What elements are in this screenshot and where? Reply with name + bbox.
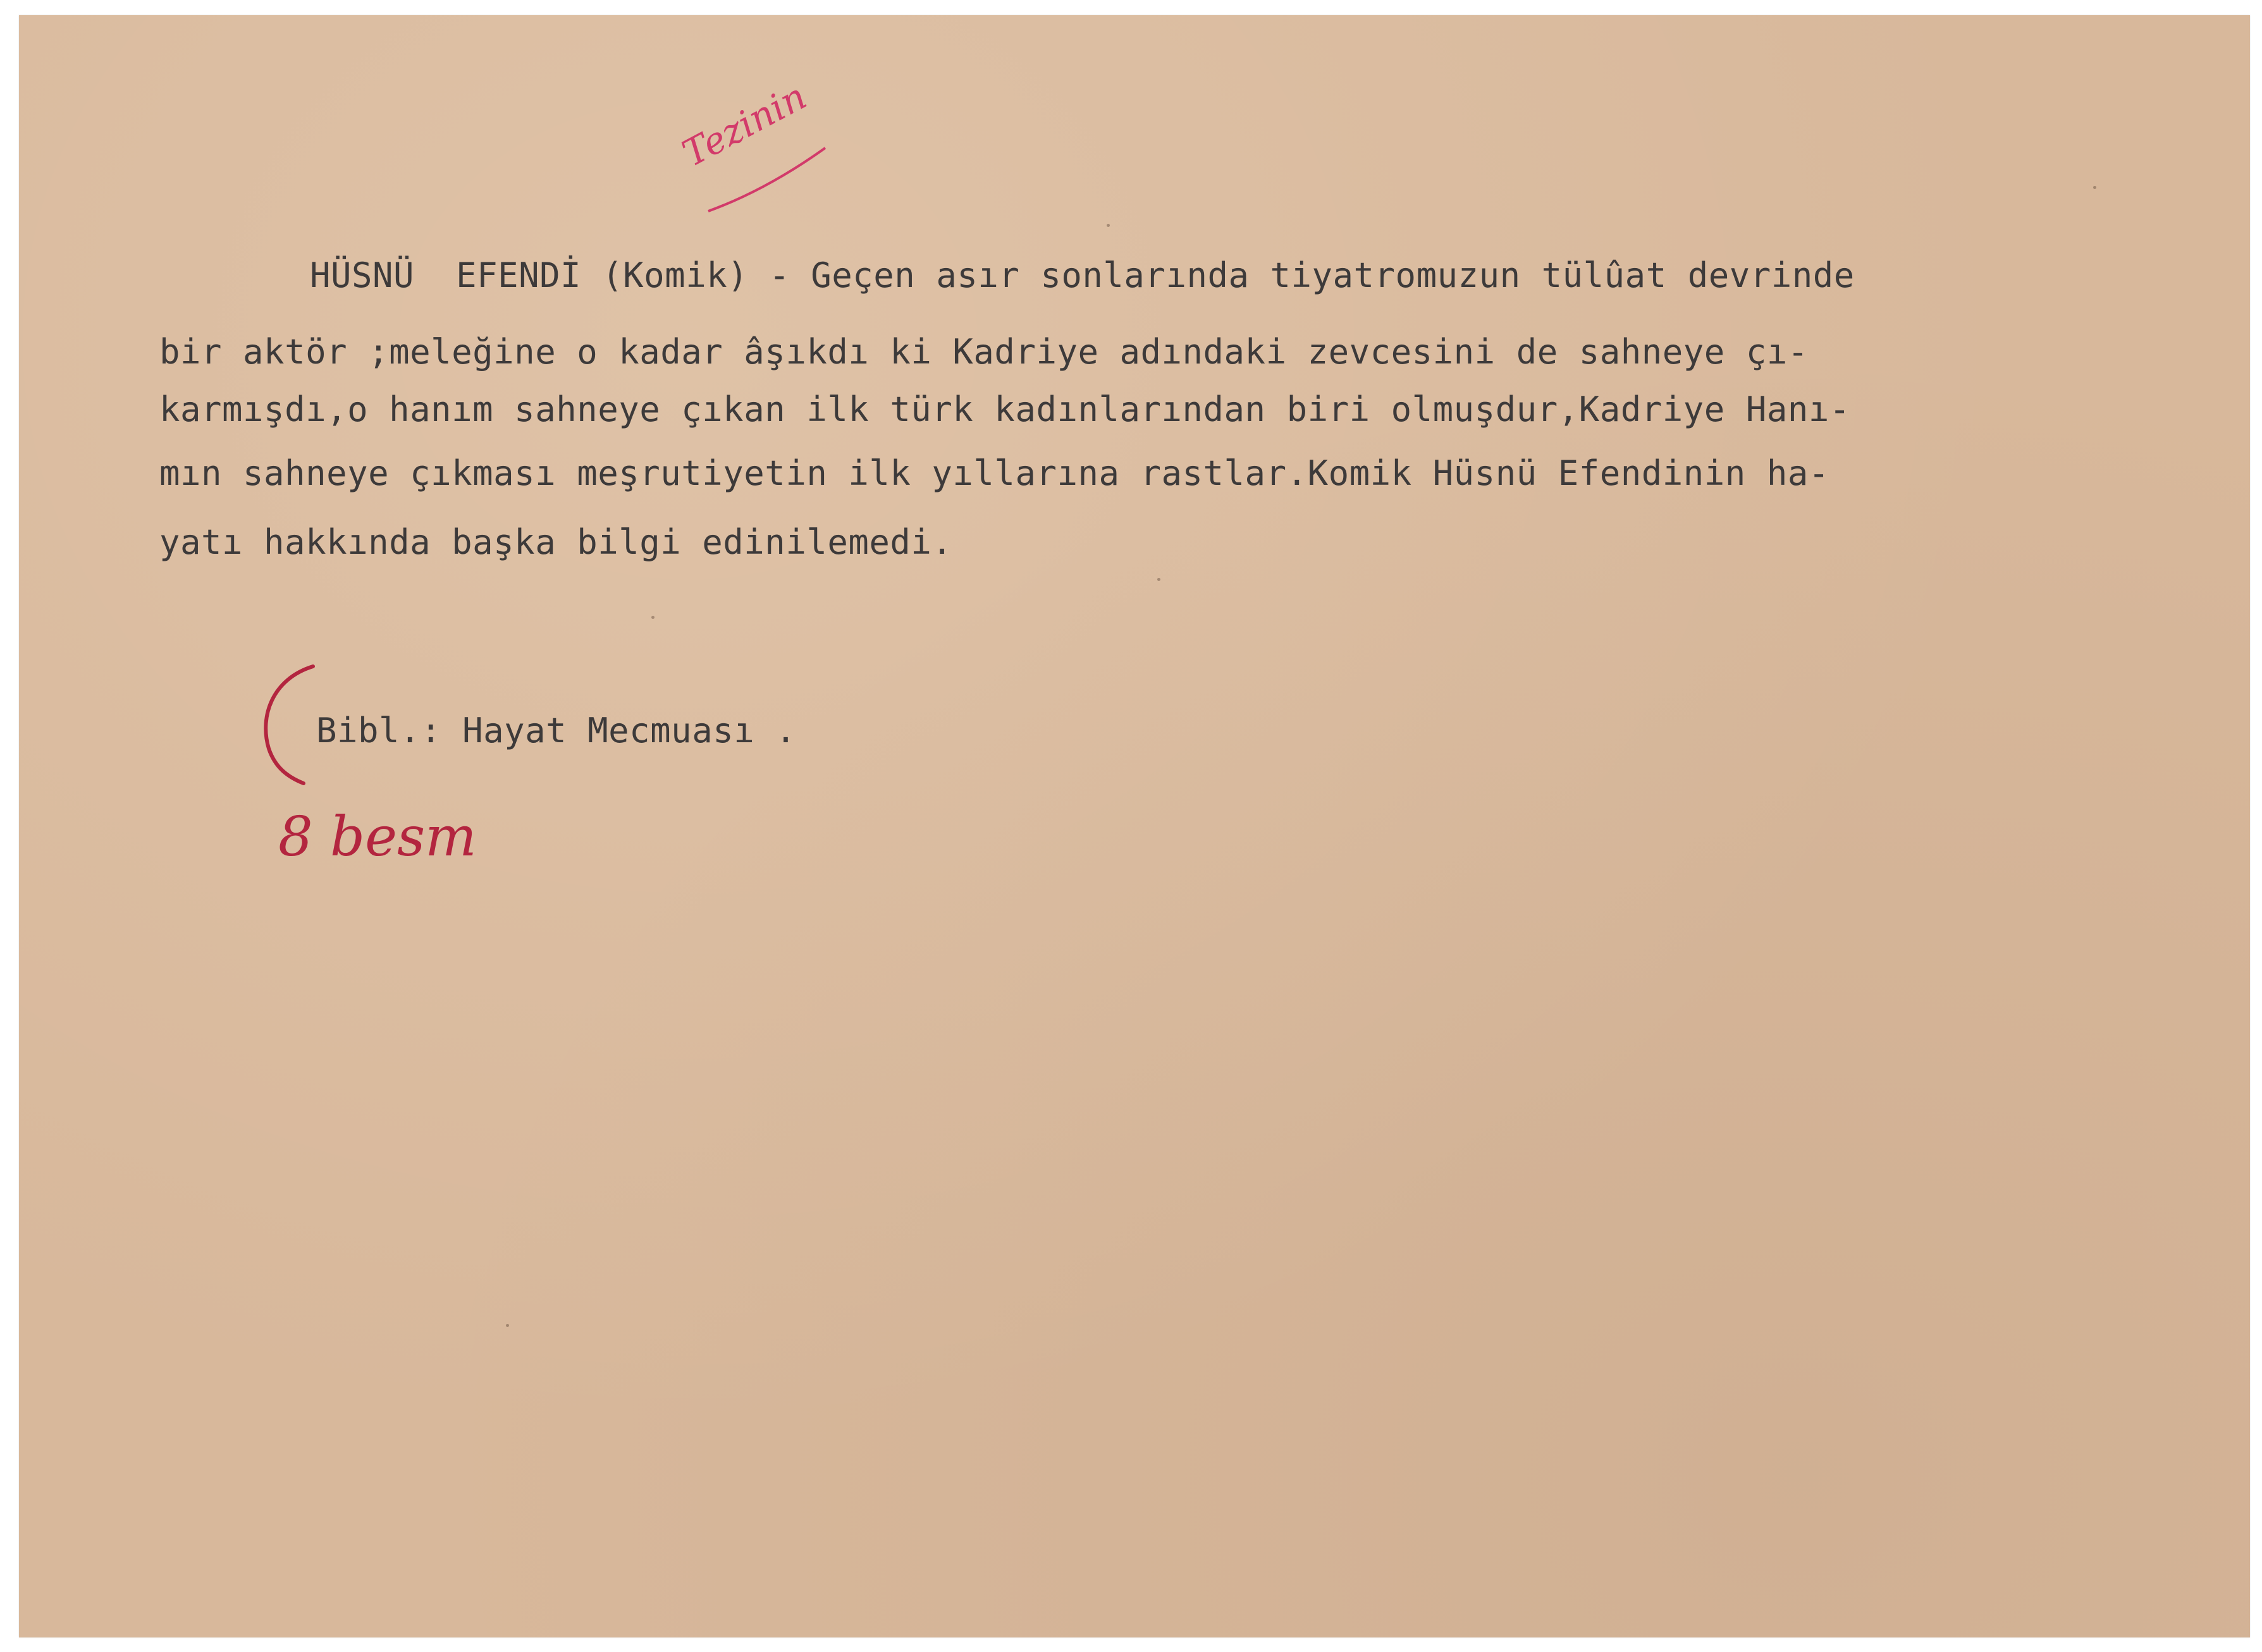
body-line-1: HÜSNÜ EFENDİ (Komik) - Geçen asır sonlarında tiyatromuzun tülûat devrinde [310, 255, 1855, 295]
handwritten-underline [705, 142, 832, 217]
paper-speck [1107, 224, 1110, 227]
paper-speck [651, 616, 655, 619]
handwritten-bottom-note: 8 besm [278, 805, 477, 869]
handwritten-top-note: Tezinin [675, 74, 814, 175]
body-line-3: karmışdı,o hanım sahneye çıkan ilk türk kadınlarından biri olmuşdur,Kadriye Hanı- [159, 389, 1850, 429]
body-line-5: yatı hakkında başka bilgi edinilemedi. [159, 522, 953, 562]
bibliography-line: Bibl.: Hayat Mecmuası . [316, 711, 797, 750]
body-line-2: bir aktör ;meleğine o kadar âşıkdı ki Kadriye adındaki zevcesini de sahneye çı- [159, 332, 1809, 372]
paper-speck [506, 1324, 509, 1327]
body-line-4: mın sahneye çıkması meşrutiyetin ilk yıllarına rastlar.Komik Hüsnü Efendinin ha- [159, 453, 1829, 493]
document-paper [19, 15, 2250, 1637]
paper-speck [2093, 186, 2096, 189]
paper-speck [1157, 578, 1160, 581]
